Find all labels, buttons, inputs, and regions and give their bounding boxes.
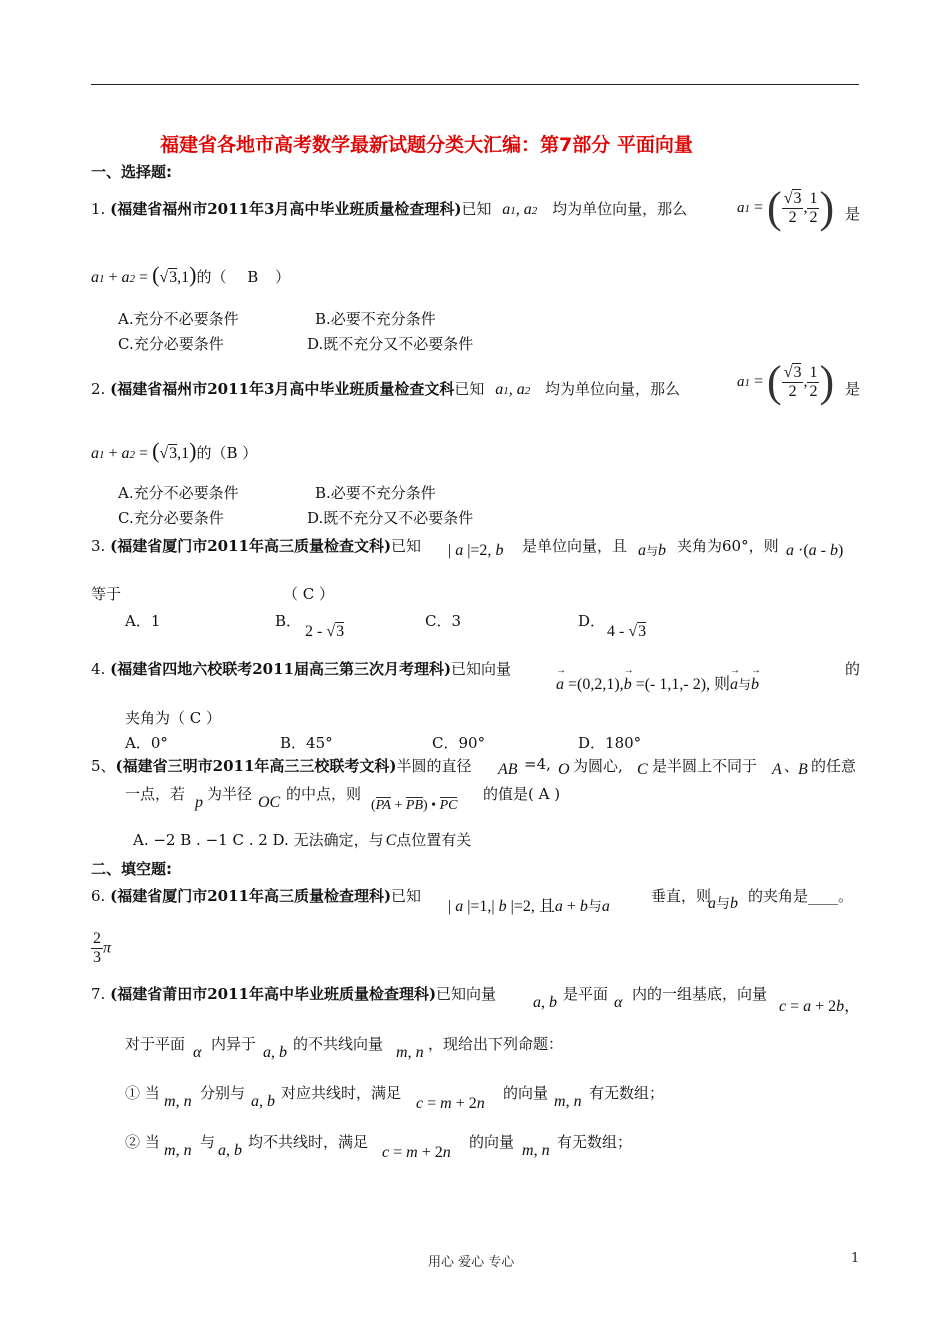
- q6-source: (福建省厦门市2011年高三质量检查理科): [110, 887, 392, 905]
- q5-text6: 的任意: [811, 757, 857, 775]
- q2-formula: a1 = ( $\frac{√3}{2}$ , $\frac{1}{2}$ ): [737, 357, 835, 406]
- q1-option-a: A.充分不必要条件: [118, 310, 239, 328]
- question-7-line1: [91, 983, 496, 1004]
- q2-option-b: B.必要不充分条件: [315, 484, 436, 502]
- q6-answer: $\frac{2}{3}$ π: [93, 930, 112, 966]
- q3-source: (福建省厦门市2011年高三质量检查文科): [110, 537, 392, 555]
- q7-prop2-mn: m, n: [164, 1142, 192, 1159]
- q7-text2: 是平面: [563, 985, 609, 1003]
- q3-option-d: D．: [578, 612, 606, 630]
- q6-math: | a |=1,| b |=2, 且a + b与a: [448, 898, 610, 915]
- q5-source: (福建省三明市2011年高三三校联考文科): [115, 757, 397, 775]
- q5-options-text: A. −2 B . −1 C . 2 D. 无法确定，与: [133, 831, 384, 849]
- q7-prop1-b: 分别与: [200, 1084, 246, 1102]
- q2-text1: 已知: [454, 380, 485, 398]
- q4-source: (福建省四地六校联考2011届高三第三次月考理科): [110, 660, 452, 678]
- q7-text3: 内的一组基底，向量: [632, 985, 768, 1003]
- q2-vectors: a1, a2: [495, 381, 531, 398]
- q7-math-c: c = a + 2b，: [779, 998, 861, 1015]
- q2-text3: 是: [845, 380, 861, 398]
- q3-text2: 是单位向量，且: [522, 537, 628, 555]
- q5-text4: 是半圆上不同于: [652, 757, 758, 775]
- question-3-line1: [91, 535, 421, 556]
- q5-math-c: C: [637, 761, 648, 778]
- q5-line2b: 为半径: [207, 785, 253, 803]
- q7-line2a: 对于平面: [125, 1035, 186, 1053]
- q4-math: → a =(0,2,1),→ b =(- 1,1,- 2), 则→ a与→ b: [556, 671, 759, 694]
- q5-options: A. −2 B . −1 C . 2 D. 无法确定，与 C点位置有关: [133, 831, 472, 849]
- q5-math-oc: OC: [258, 794, 281, 811]
- q1-answer: B: [247, 268, 259, 286]
- q5-line2d: 的值是( A ): [483, 785, 561, 803]
- q7-text1: 已知向量: [436, 985, 497, 1003]
- q1-option-b: B.必要不充分条件: [315, 310, 436, 328]
- q5-text3: 为圆心,: [573, 757, 623, 775]
- header-rule: [91, 84, 859, 85]
- footer-motto: 用心 爱心 专心: [428, 1255, 515, 1270]
- q6-text1: 已知: [391, 887, 422, 905]
- q7-prop1-d: 的向量: [503, 1084, 549, 1102]
- q1-formula: a1 = ( $\frac{√3}{2}$ , $\frac{1}{2}$ ): [737, 183, 835, 232]
- q7-math-ab: a, b: [533, 994, 557, 1011]
- q3-line2: 等于: [91, 585, 122, 603]
- question-5-line1: [91, 755, 472, 776]
- q5-math-ab: AB: [498, 761, 518, 778]
- q3-option-a: A．1: [125, 612, 161, 630]
- q7-prop2-ab: a, b: [218, 1142, 242, 1159]
- q1-close: ）: [275, 268, 291, 286]
- q5-math-b: B: [798, 761, 808, 778]
- q3-answer: （ C ）: [283, 585, 335, 603]
- q2-text2: 均为单位向量，那么: [544, 380, 680, 398]
- q1-vectors: a1, a2: [502, 201, 538, 218]
- q4-option-d: D．180°: [578, 734, 642, 752]
- q7-prop2-c: 均不共线时，满足: [248, 1133, 369, 1151]
- q7-number: 7.: [91, 985, 106, 1003]
- q7-prop1-ab: a, b: [251, 1093, 275, 1110]
- q7-line2-ab: a, b: [263, 1044, 287, 1061]
- q4-text2: 的: [845, 660, 861, 678]
- q1-text2: 均为单位向量，那么: [552, 200, 688, 218]
- q4-option-a: A．0°: [125, 734, 168, 752]
- q7-line2b: 内异于: [211, 1035, 257, 1053]
- q7-prop2-a: ② 当: [125, 1133, 160, 1151]
- q7-math-alpha: α: [614, 994, 623, 1011]
- q2-cond-text: 的（B ）: [196, 444, 258, 462]
- q4-number: 4.: [91, 660, 106, 678]
- q7-line2-alpha: α: [193, 1044, 202, 1061]
- q2-option-d: D.既不充分又不必要条件: [307, 509, 474, 527]
- q3-text1: 已知: [391, 537, 422, 555]
- q7-prop1-e: 有无数组；: [589, 1084, 665, 1102]
- question-6-line1: [91, 885, 421, 906]
- q7-prop1-c: 对应共线时，满足: [281, 1084, 402, 1102]
- q7-prop1-a: ① 当: [125, 1084, 160, 1102]
- q7-prop1-eq: c = m + 2n: [416, 1095, 485, 1112]
- q3-option-d-value: 4 - √3: [607, 623, 647, 640]
- q2-source: (福建省福州市2011年3月高中毕业班质量检查文科: [110, 380, 455, 398]
- q6-number: 6.: [91, 887, 106, 905]
- q4-option-c: C．90°: [432, 734, 486, 752]
- q3-math3: a ·(a - b): [786, 542, 844, 559]
- question-1-line1: [91, 198, 687, 219]
- q5-text1: 半圆的直径: [396, 757, 472, 775]
- q1-text1: 已知: [461, 200, 492, 218]
- q2-option-c: C.充分必要条件: [118, 509, 224, 527]
- q7-prop2-mn2: m, n: [522, 1142, 550, 1159]
- q1-cond-text: 的（: [196, 268, 227, 286]
- q5-options-end: 点位置有关: [396, 831, 472, 849]
- q5-text5: 、: [784, 757, 800, 775]
- q3-option-b: B．: [275, 612, 302, 630]
- q4-text1: 已知向量: [451, 660, 512, 678]
- q3-math1: | a |=2, b: [448, 542, 504, 559]
- q3-option-b-value: 2 - √3: [305, 623, 345, 640]
- question-2-line1: [91, 378, 680, 399]
- q7-source: (福建省莆田市2011年高中毕业班质量检查理科): [110, 985, 437, 1003]
- q1-option-d: D.既不充分又不必要条件: [307, 335, 474, 353]
- q7-prop2-e: 有无数组；: [557, 1133, 633, 1151]
- q5-math-o: O: [558, 761, 570, 778]
- q2-number: 2.: [91, 380, 106, 398]
- q5-line2c: 的中点，则: [286, 785, 362, 803]
- q2-option-a: A.充分不必要条件: [118, 484, 239, 502]
- section-choice-heading: 一、选择题:: [91, 163, 172, 181]
- q7-line2d: ，现给出下列命题：: [428, 1035, 564, 1053]
- q7-line2-mn: m, n: [396, 1044, 424, 1061]
- q5-line2a: 一点，若: [125, 785, 186, 803]
- q1-number: 1.: [91, 200, 106, 218]
- q3-number: 3.: [91, 537, 106, 555]
- q6-text3: 的夹角是____。: [748, 887, 854, 905]
- q6-text2: 垂直，则: [651, 887, 712, 905]
- q7-prop2-eq: c = m + 2n: [382, 1144, 451, 1161]
- q5-math-expr: (PA + PB) • PC: [371, 798, 458, 813]
- q1-condition: a1 + a2 = (√3,1)的（ B ）: [91, 262, 291, 287]
- q7-prop1-mn2: m, n: [554, 1093, 582, 1110]
- q4-line2: 夹角为（ C ）: [125, 709, 222, 727]
- q5-math-a: A: [772, 761, 782, 778]
- section-fill-heading: 二、填空题:: [91, 860, 172, 878]
- q4-option-b: B．45°: [280, 734, 333, 752]
- q3-math2: a与b: [638, 542, 667, 559]
- page-number: 1: [851, 1251, 860, 1266]
- q1-source: (福建省福州市2011年3月高中毕业班质量检查理科): [110, 200, 462, 218]
- q6-math2: a与b: [708, 895, 738, 912]
- q3-text3: 夹角为60°，则: [677, 537, 779, 555]
- q7-prop2-d: 的向量: [469, 1133, 515, 1151]
- q1-text3: 是: [845, 205, 861, 223]
- q2-condition: a1 + a2 = (√3,1)的（B ）: [91, 438, 258, 463]
- question-4-line1: [91, 658, 511, 679]
- q5-math-p: p: [195, 794, 203, 811]
- q3-option-c: C．3: [425, 612, 462, 630]
- q7-prop1-mn: m, n: [164, 1093, 192, 1110]
- q1-option-c: C.充分必要条件: [118, 335, 224, 353]
- page-title: 福建省各地市高考数学最新试题分类大汇编：第7部分 平面向量: [160, 134, 693, 156]
- q5-number: 5、: [91, 757, 116, 775]
- q7-line2c: 的不共线向量: [293, 1035, 384, 1053]
- q7-prop2-b: 与: [200, 1133, 216, 1151]
- q5-text2: =4,: [524, 755, 551, 773]
